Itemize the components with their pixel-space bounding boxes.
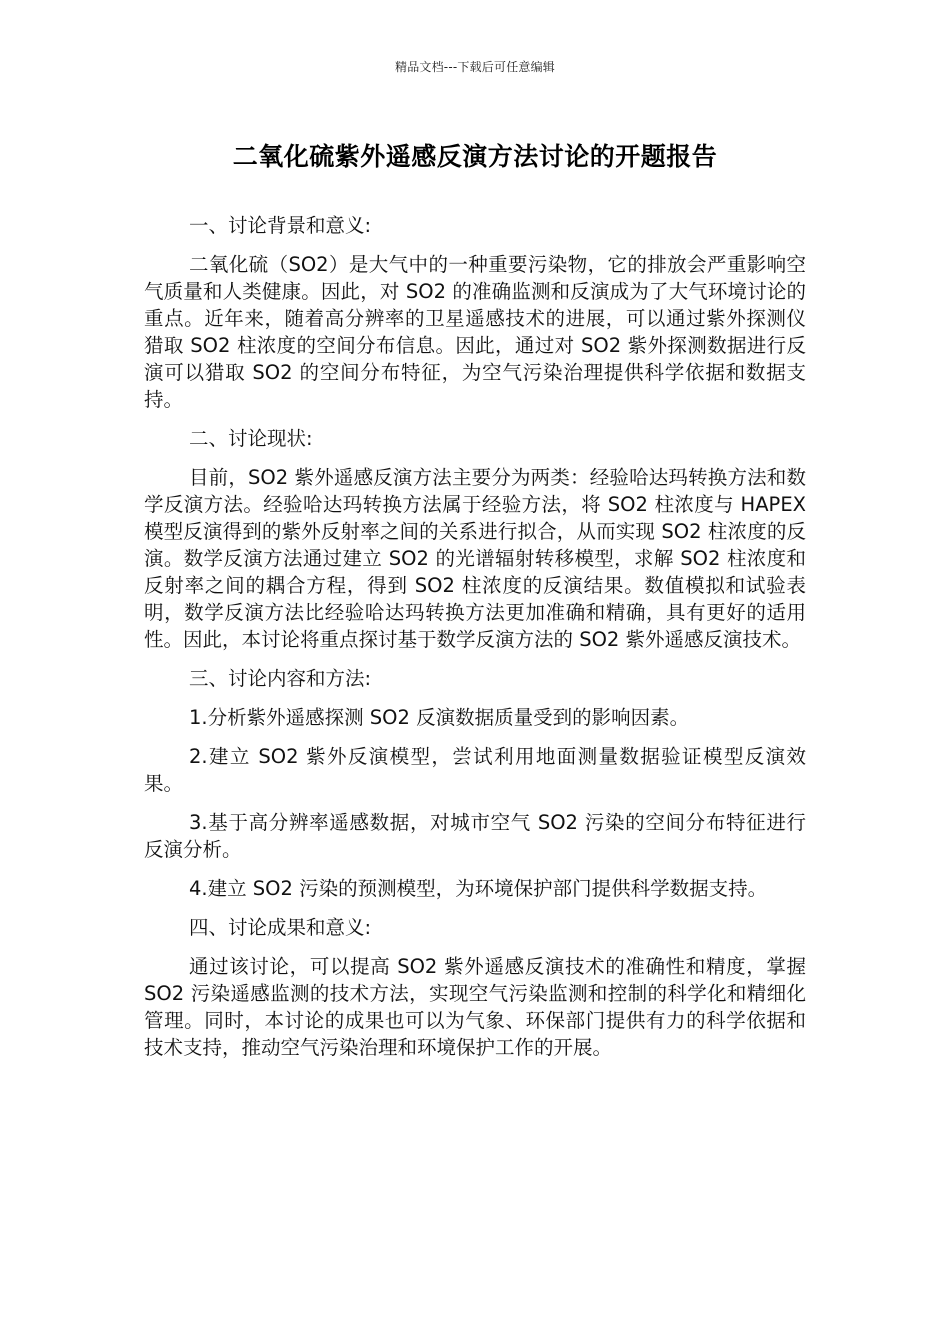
document-title: 二氧化硫紫外遥感反演方法讨论的开题报告 [232, 142, 718, 171]
document-body [144, 212, 806, 1073]
section-heading-content: 三、讨论内容和方法: [189, 667, 372, 690]
content-item-1: 1.分析紫外遥感探测 SO2 反演数据质量受到的影响因素。 [189, 706, 690, 729]
header-note: 精品文档---下载后可任意编辑 [395, 60, 555, 74]
section-heading-background: 一、讨论背景和意义: [189, 214, 372, 237]
section-heading-status: 二、讨论现状: [189, 427, 313, 450]
paragraph-results: 通过该讨论，可以提高 SO2 紫外遥感反演技术的准确性和精度，掌握 SO2 污染遥感监测的技术方法，实现空气污染监测和控制的科学化和精细化管理。同时，本讨论的成果也可以为气象、环保部门提供有力的科学依据和技术支持，推动空气污染治理和环境保护工作的开展。 [144, 955, 806, 1059]
paragraph-background: 二氧化硫（SO2）是大气中的一种重要污染物，它的排放会严重影响空气质量和人类健康。因此，对 SO2 的准确监测和反演成为了大气环境讨论的重点。近年来，随着高分辨率的卫星遥感技术的进展，可以通过紫外探测仪猎取 SO2 柱浓度的空间分布信息。因此，通过对 SO2 紫外探测数据进行反演可以猎取 SO2 的空间分布特征，为空气污染治理提供科学依据和数据支持。 [144, 253, 806, 411]
section-heading-results: 四、讨论成果和意义: [189, 916, 372, 939]
content-item-4: 4.建立 SO2 污染的预测模型，为环境保护部门提供科学数据支持。 [189, 877, 768, 900]
content-item-2: 2.建立 SO2 紫外反演模型，尝试利用地面测量数据验证模型反演效果。 [144, 745, 806, 795]
paragraph-status: 目前，SO2 紫外遥感反演方法主要分为两类：经验哈达玛转换方法和数学反演方法。经验哈达玛转换方法属于经验方法，将 SO2 柱浓度与 HAPEX 模型反演得到的紫外反射率之间的关系进行拟合，从而实现 SO2 柱浓度的反演。数学反演方法通过建立 SO2 的光谱辐射转移模型，求解 SO2 柱浓度和反射率之间的耦合方程，得到 SO2 柱浓度的反演结果。数值模拟和试验表明，数学反演方法比经验哈达玛转换方法更加准确和精确，具有更好的适用性。因此，本讨论将重点探讨基于数学反演方法的 SO2 紫外遥感反演技术。 [144, 466, 806, 651]
content-item-3: 3.基于高分辨率遥感数据，对城市空气 SO2 污染的空间分布特征进行反演分析。 [144, 811, 806, 861]
